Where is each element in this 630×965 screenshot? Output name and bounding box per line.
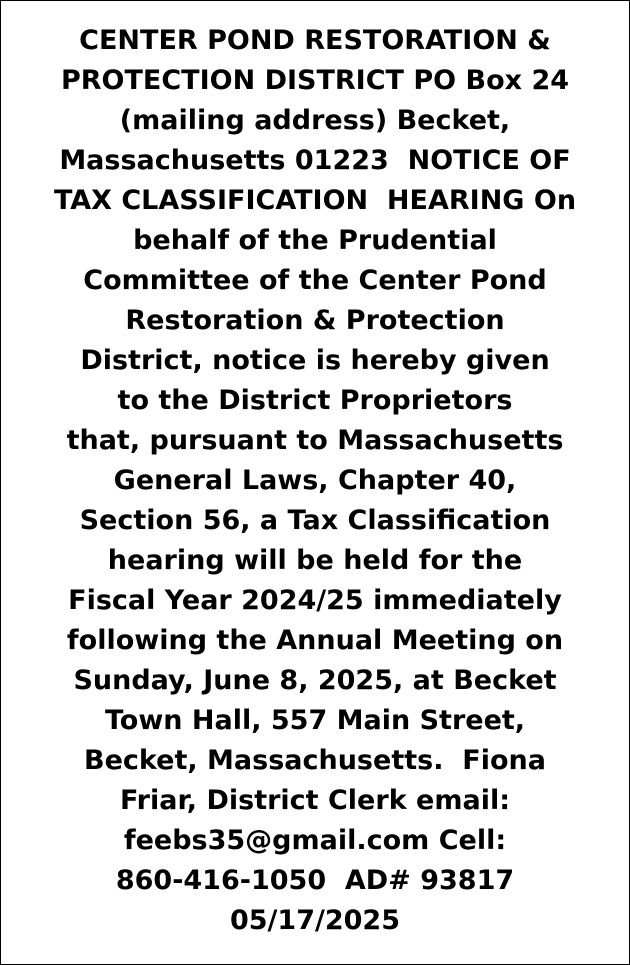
notice-line: TAX CLASSIFICATION HEARING On — [53, 185, 577, 216]
notice-line: 860-416-1050 AD# 93817 — [115, 865, 515, 896]
notice-line: Restoration & Protection — [125, 305, 505, 336]
notice-line: 05/17/2025 — [229, 905, 400, 936]
notice-line: Sunday, June 8, 2025, at Becket — [73, 665, 557, 696]
notice-line: Friar, District Clerk email: — [119, 785, 511, 816]
notice-line: Fiscal Year 2024/25 immediately — [68, 585, 562, 616]
notice-line: Massachusetts 01223 NOTICE OF — [59, 145, 571, 176]
notice-line: Becket, Massachusetts. Fiona — [84, 745, 546, 776]
notice-line: feebs35@gmail.com Cell: — [123, 825, 507, 856]
notice-line: (mailing address) Becket, — [119, 105, 511, 136]
notice-line: hearing will be held for the — [107, 545, 523, 576]
notice-line: behalf of the Prudential — [133, 225, 497, 256]
notice-line: District, notice is hereby given — [80, 345, 550, 376]
notice-line: General Laws, Chapter 40, — [113, 465, 517, 496]
notice-line: CENTER POND RESTORATION & — [79, 25, 551, 56]
notice-line: Committee of the Center Pond — [83, 265, 547, 296]
notice-line: following the Annual Meeting on — [66, 625, 564, 656]
notice-line: that, pursuant to Massachusetts — [66, 425, 564, 456]
notice-line: to the District Proprietors — [117, 385, 513, 416]
notice-line: Section 56, a Tax Classification — [79, 505, 551, 536]
notice-line: Town Hall, 557 Main Street, — [104, 705, 526, 736]
notice-body — [0, 21, 630, 941]
notice-line: PROTECTION DISTRICT PO Box 24 — [60, 65, 570, 96]
